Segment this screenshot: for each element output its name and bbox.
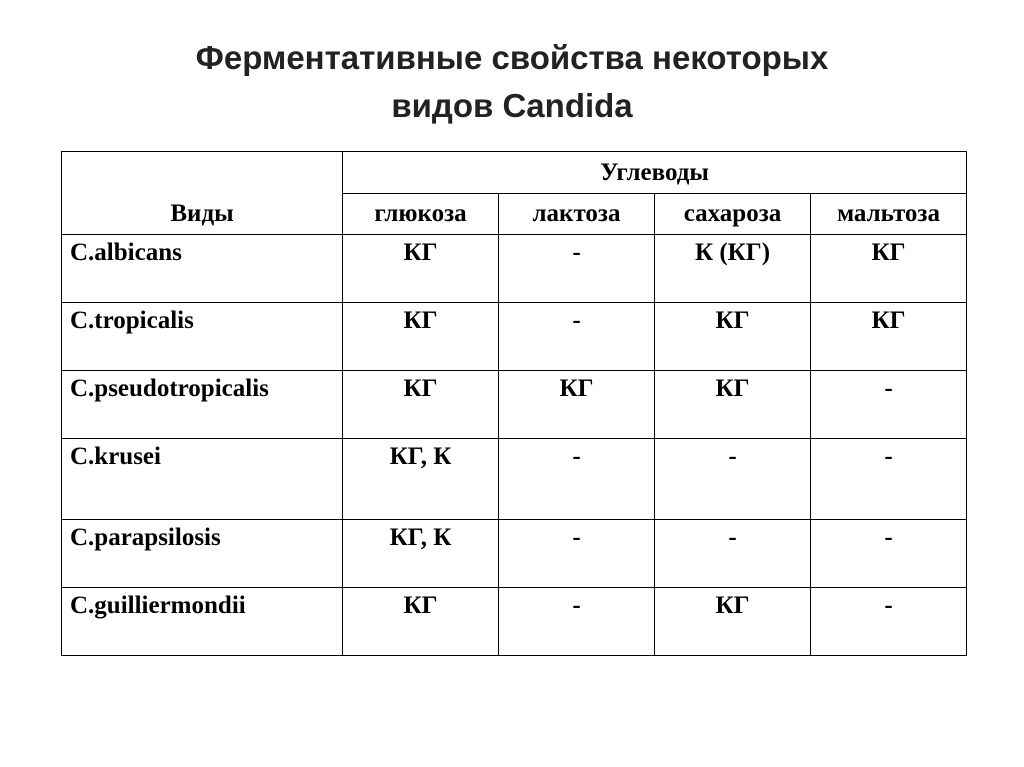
species-name: C.parapsilosis	[62, 520, 343, 588]
lactose-cell: -	[499, 439, 655, 520]
species-name: C.guilliermondii	[62, 588, 343, 656]
title-line-1: Ферментативные свойства некоторых	[195, 39, 829, 77]
fermentation-table	[61, 151, 967, 656]
sugar-header-sucrose: сахароза	[655, 194, 811, 235]
glucose-cell: КГ, К	[343, 520, 499, 588]
maltose-cell: -	[811, 520, 967, 588]
table-row	[62, 439, 967, 520]
species-name: C.pseudotropicalis	[62, 371, 343, 439]
sucrose-cell: КГ	[655, 303, 811, 371]
glucose-cell: КГ	[343, 371, 499, 439]
carbohydrates-group-header: Углеводы	[343, 152, 967, 194]
sucrose-cell: -	[655, 439, 811, 520]
maltose-cell: КГ	[811, 303, 967, 371]
sucrose-cell: КГ	[655, 588, 811, 656]
sugar-header-maltose: мальтоза	[811, 194, 967, 235]
glucose-cell: КГ	[343, 235, 499, 303]
sugar-header-lactose: лактоза	[499, 194, 655, 235]
sugar-header-glucose: глюкоза	[343, 194, 499, 235]
sucrose-cell: К (КГ)	[655, 235, 811, 303]
sucrose-cell: КГ	[655, 371, 811, 439]
maltose-cell: -	[811, 588, 967, 656]
species-name: C.tropicalis	[62, 303, 343, 371]
table-row	[62, 303, 967, 371]
table-row	[62, 520, 967, 588]
species-name: C.albicans	[62, 235, 343, 303]
maltose-cell: -	[811, 439, 967, 520]
table-row	[62, 371, 967, 439]
lactose-cell: -	[499, 303, 655, 371]
lactose-cell: -	[499, 235, 655, 303]
glucose-cell: КГ	[343, 588, 499, 656]
table-row	[62, 588, 967, 656]
species-column-header: Виды	[62, 152, 343, 235]
slide-title	[0, 34, 1024, 130]
glucose-cell: КГ	[343, 303, 499, 371]
maltose-cell: КГ	[811, 235, 967, 303]
table-row	[62, 235, 967, 303]
maltose-cell: -	[811, 371, 967, 439]
sucrose-cell: -	[655, 520, 811, 588]
header-row-group	[62, 152, 967, 194]
species-name: C.krusei	[62, 439, 343, 520]
lactose-cell: -	[499, 588, 655, 656]
lactose-cell: -	[499, 520, 655, 588]
title-line-2: видов Candida	[391, 87, 633, 125]
glucose-cell: КГ, К	[343, 439, 499, 520]
lactose-cell: КГ	[499, 371, 655, 439]
